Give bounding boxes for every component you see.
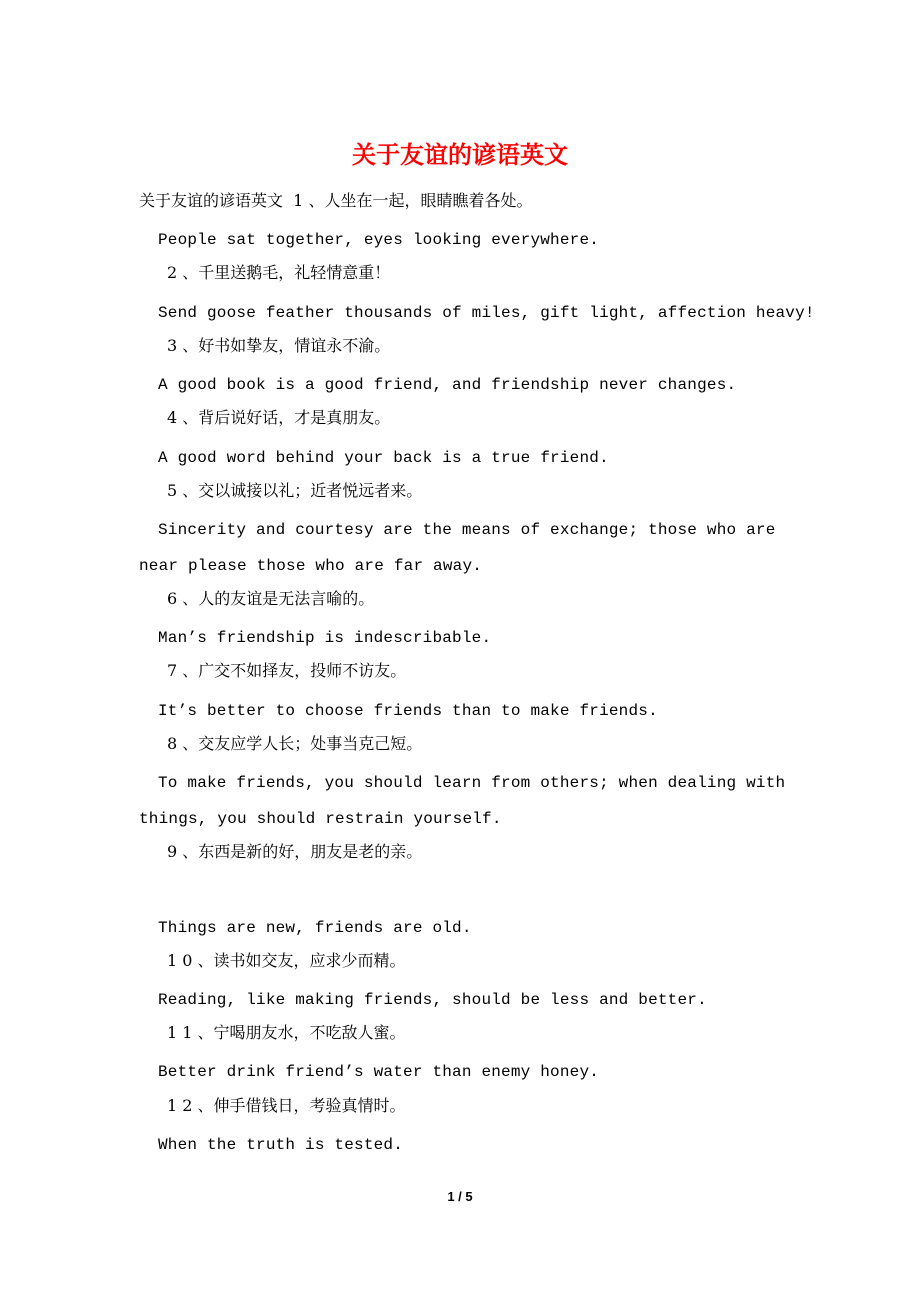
proverb-10-english: Reading, like making friends, should be less and better. [158,991,707,1009]
proverb-1-english: People sat together, eyes looking everywhere. [158,231,600,249]
proverb-9-english: Things are new, friends are old. [158,919,472,937]
proverb-6-english: Man’s friendship is indescribable. [158,629,492,647]
proverb-8-english-line-1: To make friends, you should learn from others; when dealing with [158,774,786,792]
document-title: 关于友谊的谚语英文 [352,140,568,169]
proverb-2-chinese: 2 、千里送鹅毛，礼轻情意重！ [167,263,391,282]
proverb-6-chinese: 6 、人的友谊是无法言喻的。 [167,589,375,608]
proverb-12-chinese: 1 2 、伸手借钱日，考验真情时。 [167,1096,406,1115]
proverb-5-english-line-2: near please those who are far away. [139,557,483,575]
proverb-9-chinese: 9 、东西是新的好，朋友是老的亲。 [167,842,423,861]
proverb-3-english: A good book is a good friend, and friendship never changes. [158,376,737,394]
proverb-4-english: A good word behind your back is a true friend. [158,449,609,467]
proverb-4-chinese: 4 、背后说好话，才是真朋友。 [167,408,391,427]
page-number: 1 / 5 [447,1189,473,1204]
proverb-8-english-line-2: things, you should restrain yourself. [139,810,502,828]
proverb-7-chinese: 7 、广交不如择友，投师不访友。 [167,661,407,680]
proverb-8-chinese: 8 、交友应学人长；处事当克己短。 [167,734,423,753]
proverb-3-chinese: 3 、好书如挚友，情谊永不渝。 [167,336,391,355]
proverb-12-english: When the truth is tested. [158,1136,404,1154]
proverb-11-english: Better drink friend’s water than enemy honey. [158,1063,600,1081]
proverb-5-english-line-1: Sincerity and courtesy are the means of exchange; those who are [158,521,776,539]
proverb-2-english: Send goose feather thousands of miles, gift light, affection heavy! [158,304,815,322]
proverb-10-chinese: 1 0 、读书如交友，应求少而精。 [167,951,406,970]
proverb-5-chinese: 5 、交以诚接以礼；近者悦远者来。 [167,481,423,500]
intro-line: 关于友谊的谚语英文 1 、人坐在一起，眼睛瞧着各处。 [139,191,533,210]
proverb-7-english: It’s better to choose friends than to make friends. [158,702,658,720]
proverb-11-chinese: 1 1 、宁喝朋友水，不吃敌人蜜。 [167,1023,406,1042]
